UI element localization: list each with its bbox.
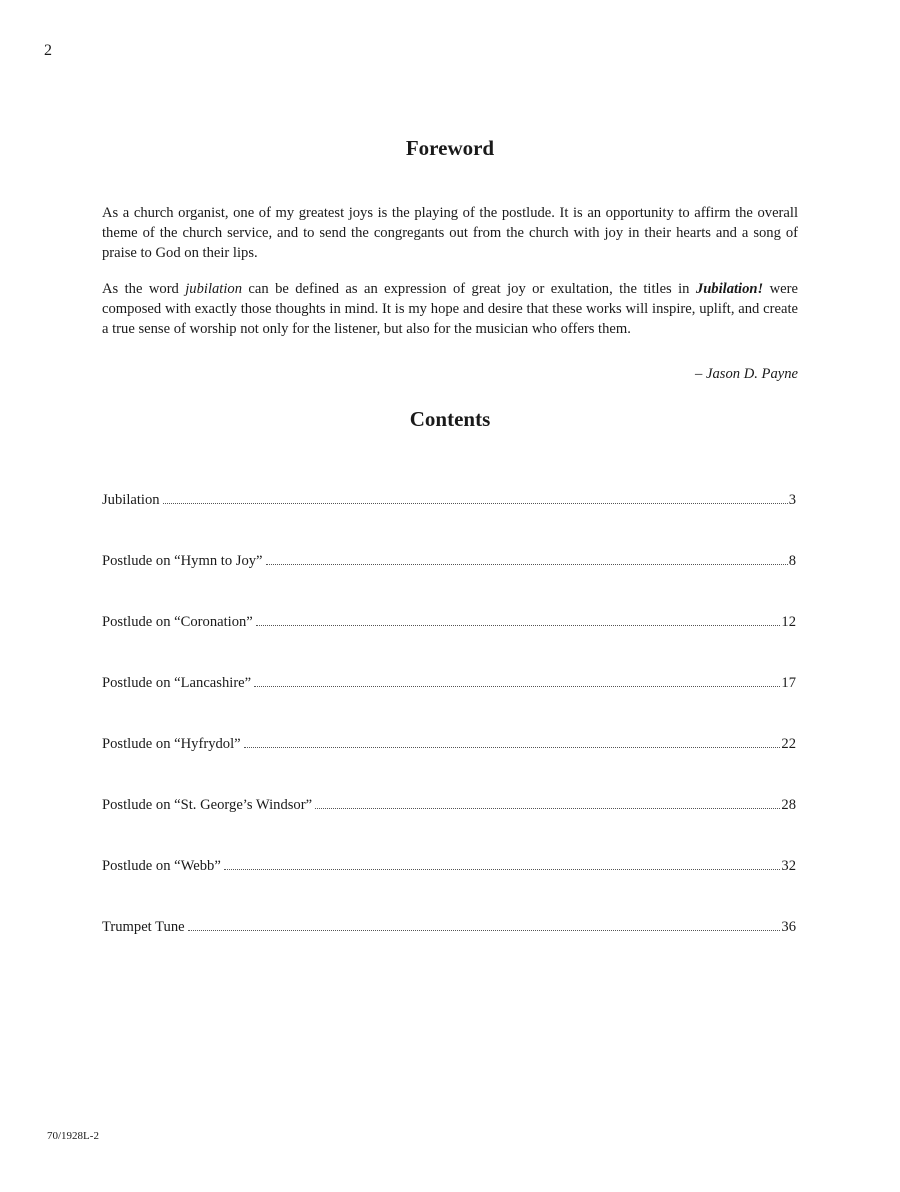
toc-entry-page: 17 <box>781 675 796 691</box>
toc-entry-page: 36 <box>781 919 796 935</box>
toc-entry-title: Postlude on “Coronation” <box>102 614 253 630</box>
toc-entry <box>102 736 796 797</box>
toc-entry-title: Postlude on “St. George’s Windsor” <box>102 797 313 813</box>
toc-entry-page: 22 <box>781 736 796 752</box>
foreword-p2-word: jubilation <box>185 281 243 297</box>
toc-entry-page: 8 <box>788 553 796 569</box>
foreword-p2-middle: can be defined as an expression of great joy or exultation, the titles in <box>242 281 696 297</box>
toc-dot-leader <box>188 930 781 931</box>
toc-entry-title: Jubilation <box>102 492 160 508</box>
toc-dot-leader <box>254 686 780 687</box>
toc-dot-leader <box>315 808 780 809</box>
toc-dot-leader <box>256 625 781 626</box>
toc-entry-title: Postlude on “Lancashire” <box>102 675 252 691</box>
foreword-title: Foreword <box>405 136 495 160</box>
toc-dot-leader <box>163 503 788 504</box>
foreword-signature: – Jason D. Payne <box>695 366 798 382</box>
foreword-body <box>102 203 798 355</box>
toc-entry <box>102 553 796 614</box>
toc-entry <box>102 858 796 919</box>
toc-entry-title: Trumpet Tune <box>102 919 185 935</box>
toc-entry-page: 28 <box>781 797 796 813</box>
toc-dot-leader <box>244 747 781 748</box>
toc-entry-page: 3 <box>788 492 796 508</box>
toc-entry-title: Postlude on “Webb” <box>102 858 221 874</box>
toc-dot-leader <box>266 564 788 565</box>
page-number: 2 <box>44 42 52 59</box>
foreword-paragraph-2 <box>102 279 798 339</box>
contents-title: Contents <box>409 407 491 431</box>
foreword-p2-after: were composed with exactly those thoughts in mind. It is my hope and desire that these works will inspire, uplift, and create a true sense of worship not only for the listener, but also for the musician who offers them. <box>102 281 798 337</box>
toc-entry-page: 32 <box>781 858 796 874</box>
toc-entry <box>102 675 796 736</box>
foreword-p2-before: As the word <box>102 281 186 297</box>
toc-entry-page: 12 <box>781 614 796 630</box>
toc-entry <box>102 492 796 553</box>
foreword-p2-collection-title: Jubilation! <box>695 281 764 297</box>
toc-entry-title: Postlude on “Hyfrydol” <box>102 736 241 752</box>
toc-dot-leader <box>224 869 781 870</box>
toc-entry <box>102 797 796 858</box>
table-of-contents <box>102 492 796 980</box>
foreword-paragraph-1: As a church organist, one of my greatest joys is the playing of the postlude. It is an opportunity to affirm the overall theme of the church service, and to send the congregants out from the church with joy in their hearts and a song of praise to God on their lips. <box>102 205 798 261</box>
catalog-code: 70/1928L-2 <box>47 1130 99 1142</box>
toc-entry <box>102 614 796 675</box>
toc-entry-title: Postlude on “Hymn to Joy” <box>102 553 263 569</box>
toc-entry <box>102 919 796 980</box>
